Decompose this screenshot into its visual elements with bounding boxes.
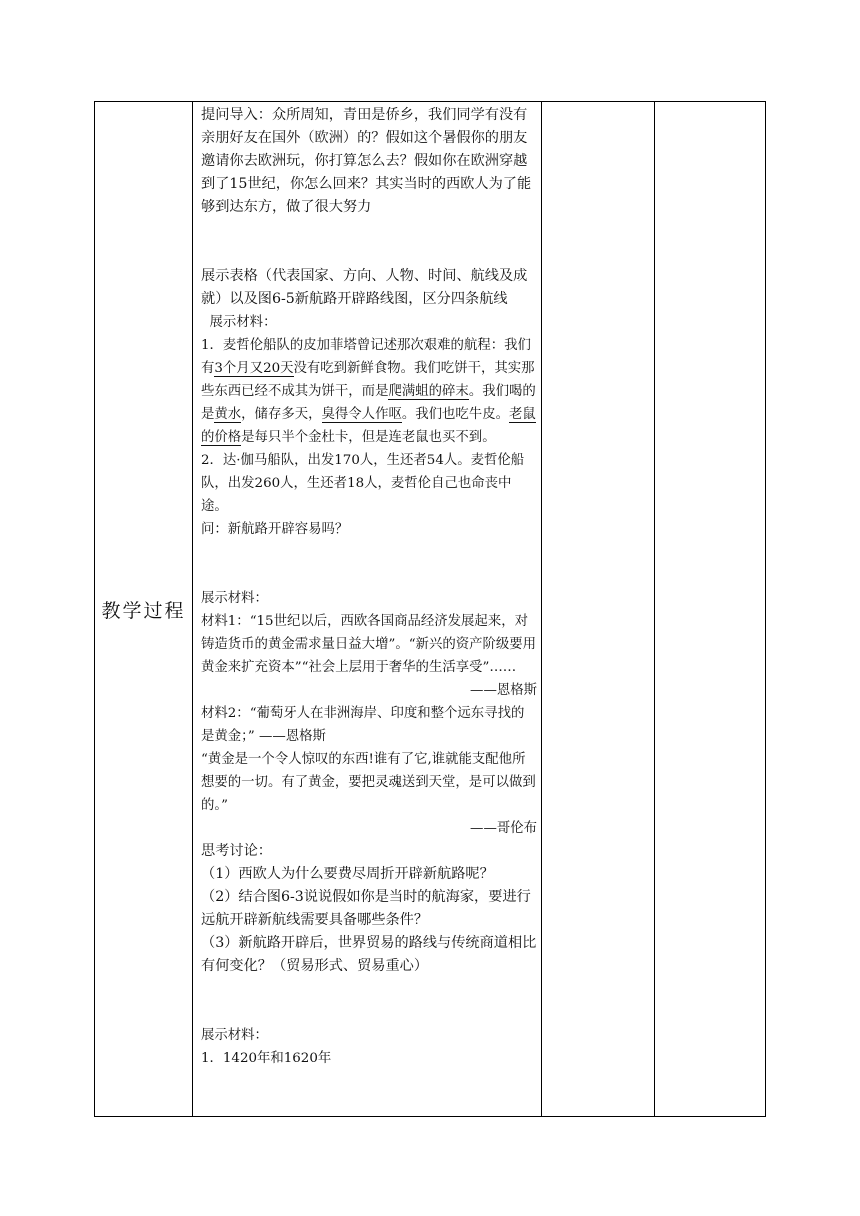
discussion-q1: （1）西欧人为什么要费尽周折开辟新航路呢？ bbox=[201, 866, 494, 882]
material-1-quote: 材料1：“15世纪以后，西欧各国商品经济发展起来，对铸造货币的黄金需求量日益大增”。“新兴的资产阶级要用黄金来扩充资本”“社会上层用于奢华的生活享受”…… bbox=[201, 614, 537, 675]
column-divider bbox=[654, 102, 655, 1116]
material-heading: 展示材料： bbox=[201, 1028, 268, 1043]
final-line: 1．1420年和1620年 bbox=[201, 1051, 332, 1066]
show-table-text: 展示表格（代表国家、方向、人物、时间、航线及成就）以及图6-5新航路开辟路线图，区分四条航线 bbox=[201, 268, 528, 307]
material-1-text: 1．麦哲伦船队的皮加菲塔曾记述那次艰难的航程：我们有3个月又20天没有吃到新鲜食物。我们吃饼干，其实那些东西已经不成其为饼干，而是爬满蛆的碎末。我们喝的是黄水，储存多天，臭得令人作呕。我们也吃牛皮。老鼠的价格是每只半个金杜卡，但是连老鼠也买不到。 bbox=[201, 338, 536, 445]
columbus-quote: “黄金是一个令人惊叹的东西!谁有了它,谁就能支配他所想要的一切。有了黄金，要把灵魂送到天堂，是可以做到的。” bbox=[201, 752, 536, 813]
source-engels: ——恩格斯 bbox=[470, 683, 537, 698]
material-2-text: 2．达·伽马船队，出发170人，生还者54人。麦哲伦船队，出发260人，生还者18人，麦哲伦自己也命丧中途。 bbox=[201, 453, 525, 514]
intro-text: 提问导入：众所周知，青田是侨乡，我们同学有没有亲朋好友在国外（欧洲）的？假如这个暑假你的朋友邀请你去欧洲玩，你打算怎么去？假如你在欧洲穿越到了15世纪，你怎么回来？其实当时的西欧人为了能够到达东方，做了很大努力 bbox=[201, 107, 532, 215]
lesson-table bbox=[94, 101, 766, 1117]
material-2-quote: 材料2：“葡萄牙人在非洲海岸、印度和整个远东寻找的是黄金；” ——恩格斯 bbox=[201, 706, 525, 744]
column-divider bbox=[192, 102, 193, 1116]
question-text: 问：新航路开辟容易吗？ bbox=[201, 522, 349, 537]
column-divider bbox=[541, 102, 542, 1116]
material-heading: 展示材料： bbox=[201, 315, 277, 330]
material-heading: 展示材料： bbox=[201, 591, 268, 606]
discussion-heading: 思考讨论： bbox=[201, 843, 272, 859]
source-columbus: ——哥伦布 bbox=[470, 821, 537, 836]
discussion-q3: （3）新航路开辟后，世界贸易的路线与传统商道相比有何变化？（贸易形式、贸易重心） bbox=[201, 935, 537, 974]
process-label: 教学过程 bbox=[101, 599, 186, 622]
teaching-content bbox=[201, 104, 537, 1070]
discussion-q2: （2）结合图6-3说说假如你是当时的航海家，要进行远航开辟新航线需要具备哪些条件？ bbox=[201, 889, 531, 928]
